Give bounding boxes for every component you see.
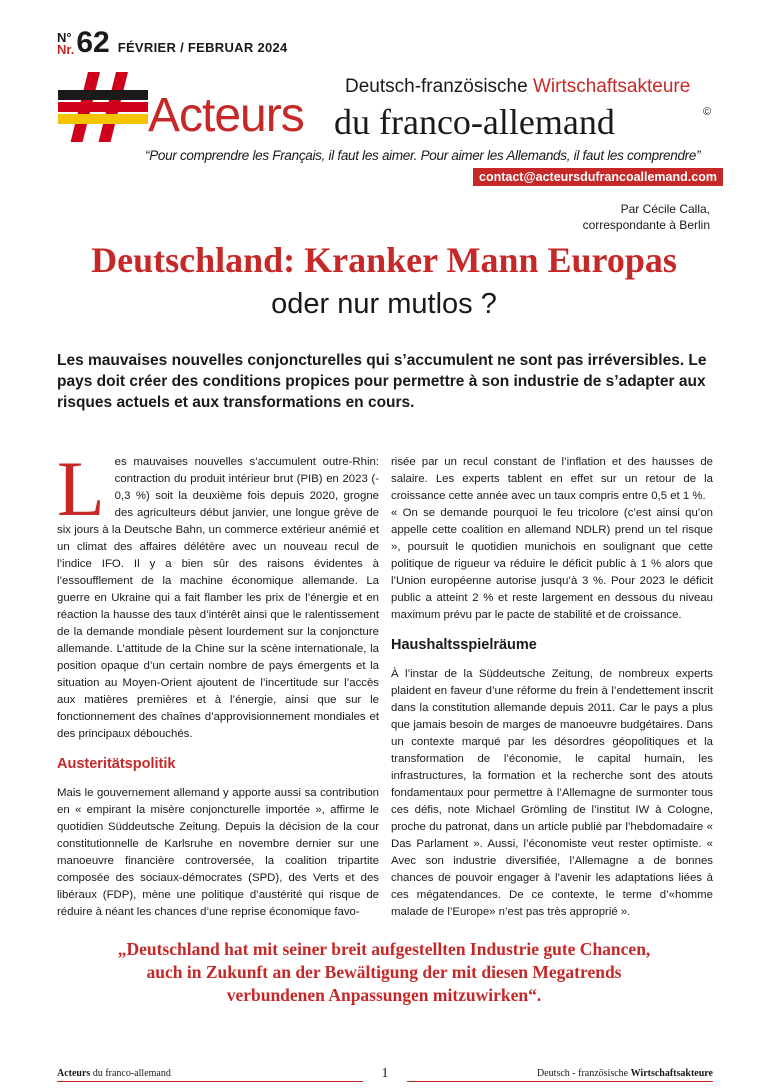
issue-prefix-no: N° xyxy=(57,30,72,45)
logo-hash-icon xyxy=(58,72,148,142)
byline-author: Par Cécile Calla, xyxy=(620,202,710,216)
paragraph: es mauvaises nouvelles s’accumulent outre-Rhin: contraction du produit intérieur brut (PIB) en 2023 (- 0,3 %) soit la deuxième fois depuis 2020, grogne des agriculteurs début janvier, une longue grève de six jours à la Deutsche Bahn, un commerce extérieur anémié et un climat des affaires délétère avec un nouveau recul de l’indice IFO. Il y a bien sûr des raisons évidentes à l’essoufflement de la machine économique allemande. La guerre en Ukraine qui a fait flamber les prix de l’énergie et en réaction la hausse des taux d’intérêt ainsi que le ralentissement de la demande mondiale pèsent lourdement sur la conjoncture allemande. L’attitude de la Chine sur la scène internationale, la position opaque d’un certain nombre de pays émergents et la situation au Moyen-Orient ajoutent de l’incertitude sur l’accès aux matières premières et à l’énergie, ainsi que sur le fonctionnement des chaînes d’approvisionnement mondiales et des principaux débouchés. xyxy=(57,456,379,740)
footer-left xyxy=(57,1068,363,1082)
masthead-motto: “Pour comprendre les Français, il faut les aimer. Pour aimer les Allemands, il faut les comprendre” xyxy=(145,148,701,163)
paragraph: risée par un recul constant de l’inflation et des hausses de salaire. Les experts tablent en effet sur un retour de la croissance cette année avec un taux compris entre 0,5 et 1 %. xyxy=(391,456,713,502)
pull-quote-line: auch in Zukunft an der Bewältigung der mit diesen Megatrends xyxy=(146,962,622,982)
logo-word: Acteurs xyxy=(148,89,304,142)
article-column-left xyxy=(57,445,379,921)
article-column-right xyxy=(391,454,713,921)
paragraph: « On se demande pourquoi le feu tricolore (c’est ainsi qu’on appelle cette coalition en allemand NDLR) prend un tel risque », poursuit le quotidien munichois en soulignant que cette politique de rigueur va réduire le déficit public à 1 % alors que l’Union européenne autorise jusqu’à 3 %. Pour 2023 le déficit public a atteint 2 % et reste largement en dessous du niveau maximum prévu par le pacte de stabilité et de croissance. xyxy=(391,507,713,621)
article-lead: Les mauvaises nouvelles conjoncturelles qui s’accumulent ne sont pas irréversibles. Le pays doit créer des conditions propices pour permettre à son industrie de s’adapter aux risques actuels et aux transformations en cours. xyxy=(57,352,707,411)
paragraph: Mais le gouvernement allemand y apporte aussi sa contribution en « empirant la misère conjoncturelle importée », affirme le quotidien Süddeutsche Zeitung. Depuis la décision de la cour constitutionnelle de Karlsruhe en novembre dernier sur une manoeuvre financière controversée, la coalition tripartite composée des sociaux-démocrates (SPD), des Verts et des libéraux (FDP), mène une politique d’austérité qui risque de réduire à néant les chances d’une reprise économique favo- xyxy=(57,787,379,918)
pull-quote xyxy=(0,938,768,1007)
issue-prefix xyxy=(57,32,74,56)
footer-right-bold: Wirtschaftsakteure xyxy=(630,1068,713,1079)
pull-quote-line: „Deutschland hat mit seiner breit aufgestellten Industrie gute Chancen, xyxy=(117,939,651,959)
issue-date: FÉVRIER / FEBRUAR 2024 xyxy=(117,40,288,55)
copyright-mark: © xyxy=(703,106,712,118)
contact-email-link[interactable]: contact@acteursdufrancoallemand.com xyxy=(473,168,723,186)
footer-right-rest: Deutsch - französische xyxy=(537,1068,631,1079)
subtitle-accent: Wirtschaftsakteure xyxy=(532,76,691,97)
footer-right xyxy=(407,1068,713,1082)
page-footer xyxy=(57,1066,713,1082)
byline xyxy=(583,201,710,233)
issue-number: 62 xyxy=(76,26,110,59)
subtitle-plain: Deutsch-französische xyxy=(345,76,533,97)
section-heading: Austeritätspolitik xyxy=(57,756,176,772)
issue-info xyxy=(57,26,288,59)
issue-prefix-nr: Nr. xyxy=(57,42,75,57)
masthead-subtitle xyxy=(345,76,690,98)
section-heading: Haushaltsspielräume xyxy=(391,637,537,653)
paragraph: À l’instar de la Süddeutsche Zeitung, de nombreux experts plaident en faveur d’une réforme du frein à l’endettement inscrit dans la constitution allemande depuis 2011. Car le pays a plus que jamais besoin de marges de manoeuvre budgétaires. Dans un contexte marqué par les désordres géopolitiques et la transformation de l’économie, le capital humain, les infrastructures, la formation et la recherche sont des atouts fondamentaux pour permettre à l’Allemagne de surmonter tous ces défis, note Michael Grömling de l’institut IW à Cologne, proche du patronat, dans un article publié par l’hebdomadaire « Das Parlament ». Aussi, l’économiste veut rester optimiste. « Avec son industrie diversifiée, l’Allemagne a de bonnes chances de pouvoir engager à l’avenir les adaptations liées à ces mégatendances. De ce contexte, le terme d’«homme malade de l’Europe» n’est pas très approprié ». xyxy=(391,668,713,918)
logo-suffix: du franco-allemand xyxy=(334,102,615,142)
footer-left-bold: Acteurs xyxy=(57,1068,91,1079)
article-headline: Deutschland: Kranker Mann Europas xyxy=(91,240,677,280)
byline-role: correspondante à Berlin xyxy=(582,218,710,232)
footer-left-rest: du franco-allemand xyxy=(90,1068,171,1079)
drop-cap: L xyxy=(57,445,105,532)
article-subhead: oder nur mutlos ? xyxy=(271,288,497,320)
pull-quote-line: verbundenen Anpassungen mitzuwirken“. xyxy=(226,985,542,1005)
page-number: 1 xyxy=(381,1066,389,1081)
